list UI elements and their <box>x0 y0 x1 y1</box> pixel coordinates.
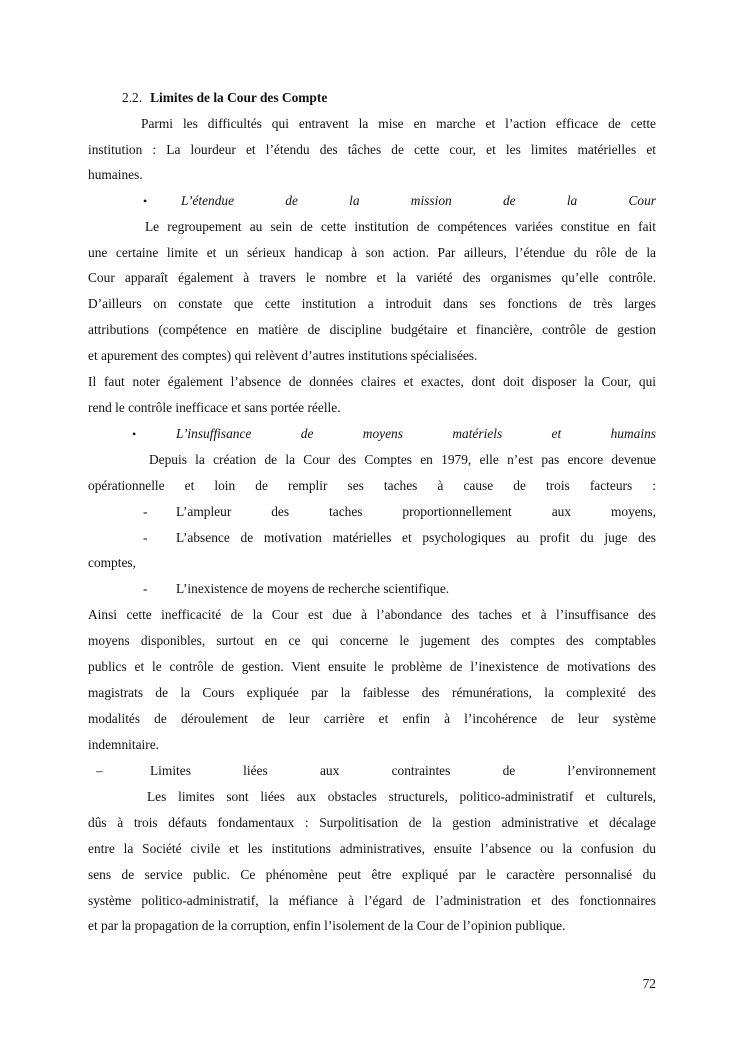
para1-line-4: D’ailleurs on constate que cette institution a introduit dans ses fonctions de très larges <box>88 296 656 311</box>
para4-line-6: indemnitaire. <box>88 737 160 752</box>
para4-line-3: publics et le contrôle de gestion. Vient ensuite le problème de l’inexistence de motivations des <box>88 659 656 674</box>
section-number: 2.2. <box>122 90 143 105</box>
para4-line-2: moyens disponibles, surtout en ce qui concerne le jugement des comptes des comptables <box>88 633 656 648</box>
bullet-heading-mission: L’étendue de la mission de la Cour <box>181 193 656 208</box>
para1-line-2: une certaine limite et un sérieux handicap à son action. Par ailleurs, l’étendue du rôle de la <box>88 245 656 260</box>
para4-line-4: magistrats de la Cours expliquée par la faiblesse des rémunérations, la complexité des <box>88 685 656 700</box>
para5-line-3: entre la Société civile et les institutions administratives, ensuite l’absence ou la confusion du <box>88 841 656 856</box>
para5-line-5: système politico-administratif, la méfiance à l’égard de l’administration et des fonctionnaires <box>88 893 656 908</box>
subheading-environnement: Limites liées aux contraintes de l’environnement <box>150 763 656 778</box>
bullet-heading-moyens: L’insuffisance de moyens matériels et humains <box>176 426 656 441</box>
para4-line-1: Ainsi cette inefficacité de la Cour est due à l’abondance des taches et à l’insuffisance des <box>88 607 656 622</box>
section-title: Limites de la Cour des Compte <box>150 90 328 105</box>
dash-item-3: L’inexistence de moyens de recherche scientifique. <box>176 581 450 596</box>
para4-line-5: modalités de déroulement de leur carrière et enfin à l’incohérence de leur système <box>88 711 656 726</box>
para1-line-5: attributions (compétence en matière de discipline budgétaire et financière, contrôle de gestion <box>88 322 656 337</box>
dash-item-2-continuation: comptes, <box>88 555 136 570</box>
dash-item-2: L’absence de motivation matérielles et psychologiques au profit du juge des <box>176 530 656 545</box>
dash-marker: - <box>143 530 148 545</box>
dash-marker: – <box>96 763 103 778</box>
para5-line-2: dûs à trois défauts fondamentaux : Surpolitisation de la gestion administrative et décalage <box>88 815 656 830</box>
intro-line-1: Parmi les difficultés qui entravent la mise en marche et l’action efficace de cette <box>141 116 656 131</box>
para1-line-3: Cour apparaît également à travers le nombre et la variété des organismes qu’elle contrôle. <box>88 270 656 285</box>
para5-line-4: sens de service public. Ce phénomène peut être expliqué par le caractère personnalisé du <box>88 867 656 882</box>
section-heading <box>122 85 656 111</box>
para3-line-2: opérationnelle et loin de remplir ses taches à cause de trois facteurs : <box>88 478 656 493</box>
para3-line-1: Depuis la création de la Cour des Comptes en 1979, elle n’est pas encore devenue <box>149 452 656 467</box>
dash-item-1: L’ampleur des taches proportionnellement aux moyens, <box>176 504 656 519</box>
bullet-icon: • <box>143 194 148 208</box>
para1-line-6: et apurement des comptes) qui relèvent d’autres institutions spécialisées. <box>88 348 478 363</box>
dash-marker: - <box>143 504 148 519</box>
page-number: 72 <box>642 976 656 991</box>
intro-line-3: humaines. <box>88 167 143 182</box>
bullet-icon: • <box>132 427 137 441</box>
para2-line-1: Il faut noter également l’absence de données claires et exactes, dont doit disposer la Cour, qui <box>88 374 656 389</box>
dash-marker: - <box>143 581 148 596</box>
para1-line-1: Le regroupement au sein de cette institution de compétences variées constitue en fait <box>145 219 656 234</box>
para5-line-1: Les limites sont liées aux obstacles structurels, politico-administratif et culturels, <box>147 789 656 804</box>
para2-line-2: rend le contrôle inefficace et sans portée réelle. <box>88 400 341 415</box>
intro-line-2: institution : La lourdeur et l’étendu des tâches de cette cour, et les limites matérielles et <box>88 142 656 157</box>
para5-line-6: et par la propagation de la corruption, enfin l’isolement de la Cour de l’opinion publique. <box>88 918 566 933</box>
